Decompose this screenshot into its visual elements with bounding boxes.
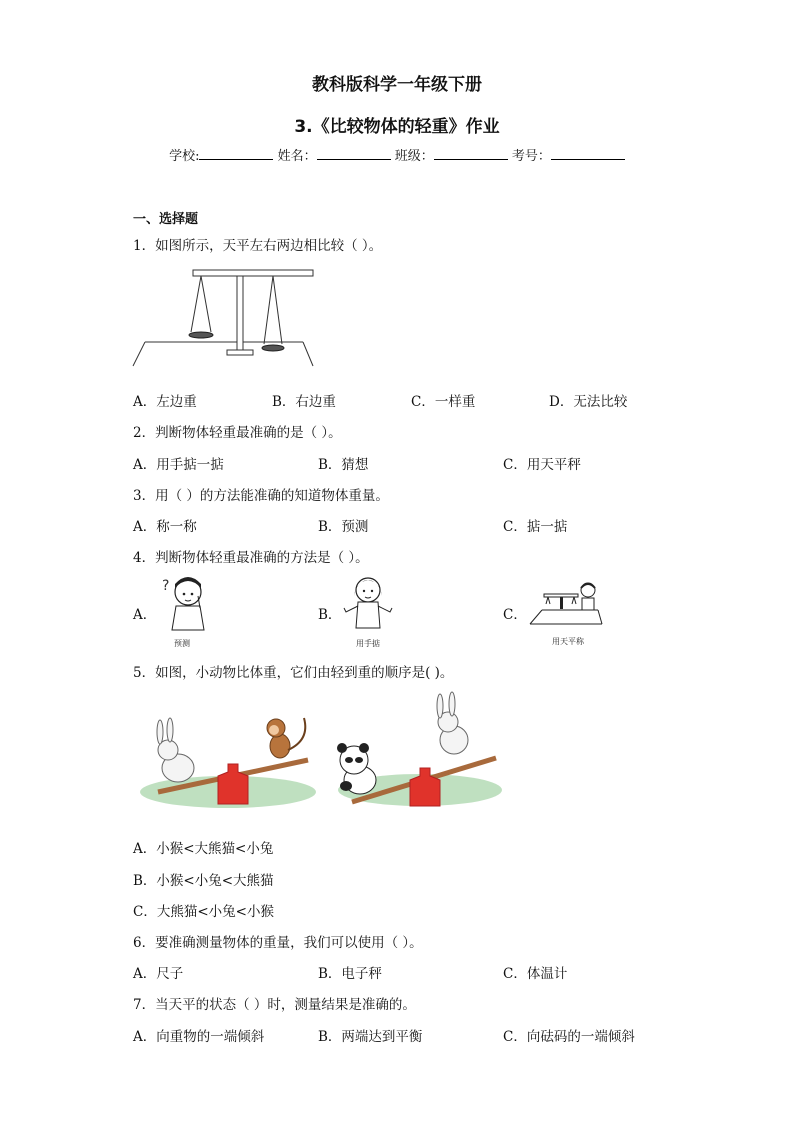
q1-option-a[interactable]: A．左边重 [133, 394, 197, 410]
worksheet-subtitle: 3.《比较物体的轻重》作业 [294, 117, 500, 137]
q5-option-a[interactable]: A．小猴<大熊猫<小兔 [133, 841, 274, 857]
question-5-stem: 5．如图，小动物比体重，它们由轻到重的顺序是( )。 [133, 665, 454, 681]
question-6-stem: 6．要准确测量物体的重量，我们可以使用（ ）。 [133, 935, 423, 951]
school-blank [199, 147, 273, 160]
question-4-stem: 4．判断物体轻重最准确的方法是（ ）。 [133, 550, 369, 566]
q2-option-b[interactable]: B．猜想 [318, 457, 369, 473]
q2-option-c[interactable]: C．用天平秤 [503, 457, 581, 473]
balance-scale-image [133, 262, 323, 374]
section-heading: 一、选择题 [133, 212, 199, 227]
class-label: 班级： [394, 149, 434, 164]
svg-text:?: ? [162, 578, 170, 594]
q7-option-c[interactable]: C．向砝码的一端倾斜 [503, 1029, 635, 1045]
rabbit-monkey-seesaw-image [138, 700, 318, 812]
question-1-stem: 1．如图所示，天平左右两边相比较（ ）。 [133, 238, 383, 254]
panda-rabbit-seesaw-image [330, 696, 502, 810]
q5-option-b[interactable]: B．小猴<小兔<大熊猫 [133, 873, 274, 889]
q2-option-a[interactable]: A．用手掂一掂 [133, 457, 224, 473]
q4-option-c[interactable]: C． [503, 607, 527, 623]
q3-option-a[interactable]: A．称一称 [133, 519, 197, 535]
guessing-boy-image [160, 572, 216, 650]
question-7-stem: 7．当天平的状态（ ）时，测量结果是准确的。 [133, 997, 416, 1013]
q3-option-b[interactable]: B．预测 [318, 519, 369, 535]
exam-number-blank [551, 147, 625, 160]
question-3-stem: 3．用（ ）的方法能准确的知道物体重量。 [133, 488, 389, 504]
class-blank [434, 147, 508, 160]
q4-caption-a: 预测 [174, 639, 190, 648]
question-2-stem: 2．判断物体轻重最准确的是（ ）。 [133, 425, 342, 441]
q1-option-b[interactable]: B．右边重 [272, 394, 336, 410]
school-label: 学校: [169, 149, 200, 164]
q4-caption-b: 用手掂 [356, 639, 380, 648]
q6-option-c[interactable]: C．体温计 [503, 966, 568, 982]
name-blank [317, 147, 391, 160]
q3-option-c[interactable]: C．掂一掂 [503, 519, 568, 535]
balance-scale-girl-image [528, 572, 604, 650]
name-label: 姓名： [277, 149, 317, 164]
q4-option-b[interactable]: B． [318, 607, 342, 623]
hand-weighing-girl-image [340, 572, 396, 650]
q5-option-c[interactable]: C．大熊猫<小兔<小猴 [133, 904, 274, 920]
q6-option-a[interactable]: A．尺子 [133, 966, 184, 982]
q7-option-a[interactable]: A．向重物的一端倾斜 [133, 1029, 265, 1045]
q7-option-b[interactable]: B．两端达到平衡 [318, 1029, 423, 1045]
q1-option-d[interactable]: D．无法比较 [549, 394, 628, 410]
q6-option-b[interactable]: B．电子秤 [318, 966, 382, 982]
student-info-row [0, 145, 794, 164]
worksheet-title: 教科版科学一年级下册 [312, 75, 482, 95]
q1-option-c[interactable]: C．一样重 [411, 394, 476, 410]
exam-number-label: 考号： [511, 149, 551, 164]
q4-option-a[interactable]: A． [133, 607, 157, 623]
q4-caption-c: 用天平称 [552, 637, 584, 646]
